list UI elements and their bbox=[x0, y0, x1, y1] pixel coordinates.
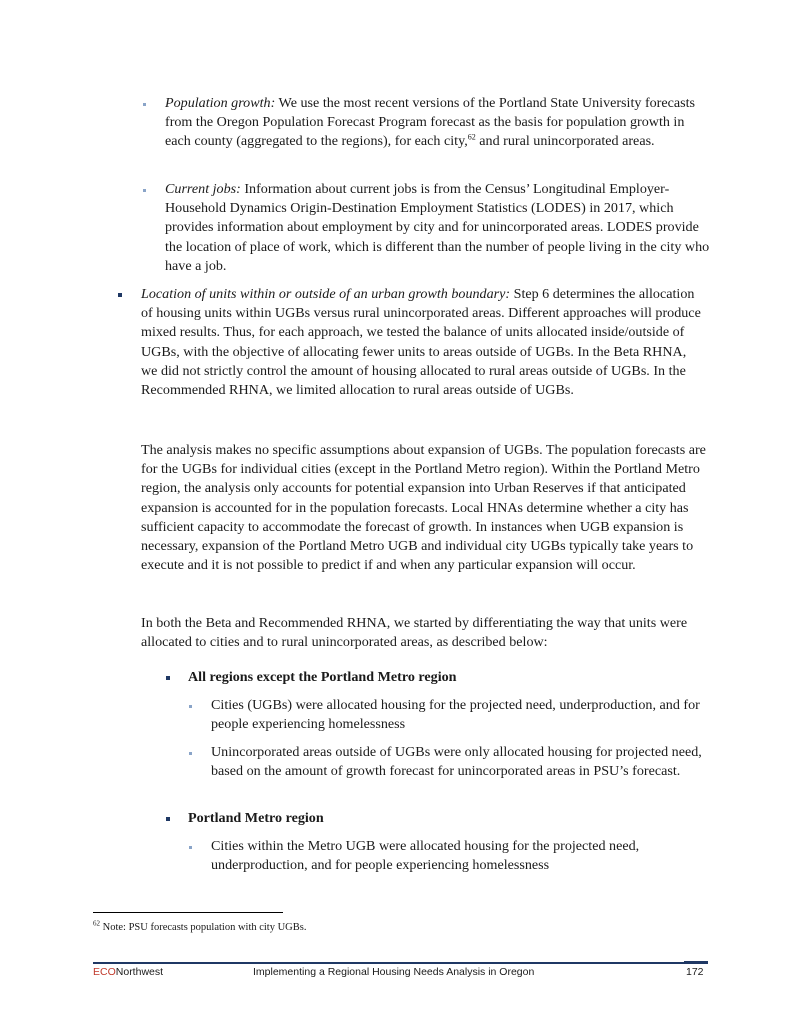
bullet-lead: Current jobs: bbox=[165, 181, 241, 197]
bullet-marker bbox=[166, 676, 170, 680]
bullet-marker bbox=[189, 752, 192, 755]
bullet-lead: Location of units within or outside of an urban growth boundary: bbox=[141, 286, 511, 302]
bullet-text: We use the most recent versions of the Portland State University forecasts from the Oregon Population Forecast Program forecast as the basis for population growth in each county (aggregated to the regions), for each city, bbox=[165, 95, 696, 150]
region-heading-portland-metro bbox=[188, 809, 708, 828]
bullet-text: Step 6 determines the allocation of housing units within UGBs versus rural unincorporated areas. Different approaches will produce mixed results. Thus, for each approach, we tested the balance of units allocated inside/outside of UGBs, with the objective of allocating fewer units to areas outside of UGBs. In the Beta RHNA, we did not strictly control the amount of housing allocated to rural areas outside of UGBs. In the Recommended RHNA, we limited allocation to rural areas outside of UGBs. bbox=[141, 286, 701, 399]
footer-divider-accent bbox=[684, 961, 708, 964]
region-item: Cities (UGBs) were allocated housing for the projected need, underproduction, and for people experiencing homelessness bbox=[211, 697, 700, 733]
bullet-current-jobs bbox=[165, 180, 710, 276]
footer-divider bbox=[93, 962, 708, 964]
region-item: Cities within the Metro UGB were allocated housing for the projected need, underproduction, and for people experiencing homelessness bbox=[211, 838, 640, 874]
bullet-location-of-units bbox=[141, 285, 706, 400]
bullet-marker bbox=[118, 293, 122, 297]
region-heading-label: Portland Metro region bbox=[188, 810, 324, 826]
footnote bbox=[93, 919, 307, 933]
bullet-marker bbox=[166, 817, 170, 821]
paragraph-ugb-expansion: The analysis makes no specific assumptions about expansion of UGBs. The population forecasts are for the UGBs for individual cities (except in the Portland Metro region). Within the Portland Metro region, the analysis only accounts for potential expansion into Urban Reserves if that anticipated expansion is accounted for in the population forecasts. Local HNAs determine whether a city has sufficient capacity to accommodate the forecast of growth. In instances when UGB expansion is necessary, expansion of the Portland Metro UGB and individual city UGBs typically take years to execute and it is not possible to predict if and when any particular expansion will occur. bbox=[141, 442, 706, 574]
bullet-text: Information about current jobs is from the Census’ Longitudinal Employer-Household Dynamics Origin-Destination Employment Statistics (LODES) in 2017, which provides information about employment by city and for unincorporated areas. LODES provide the location of place of work, which is different than the number of people living in the city who have a job. bbox=[165, 181, 710, 274]
footnote-ref[interactable]: 62 bbox=[467, 132, 476, 142]
bullet-marker bbox=[143, 103, 146, 106]
bullet-population-growth bbox=[165, 94, 710, 152]
footer-brand bbox=[93, 966, 163, 978]
footnote-text: Note: PSU forecasts population with city UGBs. bbox=[100, 922, 307, 933]
region-item: Unincorporated areas outside of UGBs were only allocated housing for projected need, based on the amount of growth forecast for unincorporated areas in PSU’s forecast. bbox=[211, 744, 702, 780]
bullet-lead: Population growth: bbox=[165, 95, 276, 111]
bullet-text-tail: and rural unincorporated areas. bbox=[475, 133, 655, 150]
brand-eco: ECO bbox=[93, 966, 116, 978]
region-heading-label: All regions except the Portland Metro region bbox=[188, 669, 457, 685]
bullet-marker bbox=[143, 189, 146, 192]
footnote-divider bbox=[93, 912, 283, 913]
footnote-number: 62 bbox=[93, 919, 100, 928]
region-heading-all-except-metro bbox=[188, 668, 708, 687]
footer-title: Implementing a Regional Housing Needs Analysis in Oregon bbox=[253, 966, 535, 978]
brand-rest: Northwest bbox=[115, 966, 164, 978]
bullet-marker bbox=[189, 705, 192, 708]
page-number: 172 bbox=[686, 966, 704, 978]
bullet-marker bbox=[189, 846, 192, 849]
paragraph-intro: In both the Beta and Recommended RHNA, we started by differentiating the way that units were allocated to cities and to rural unincorporated areas, as described below: bbox=[141, 615, 688, 651]
